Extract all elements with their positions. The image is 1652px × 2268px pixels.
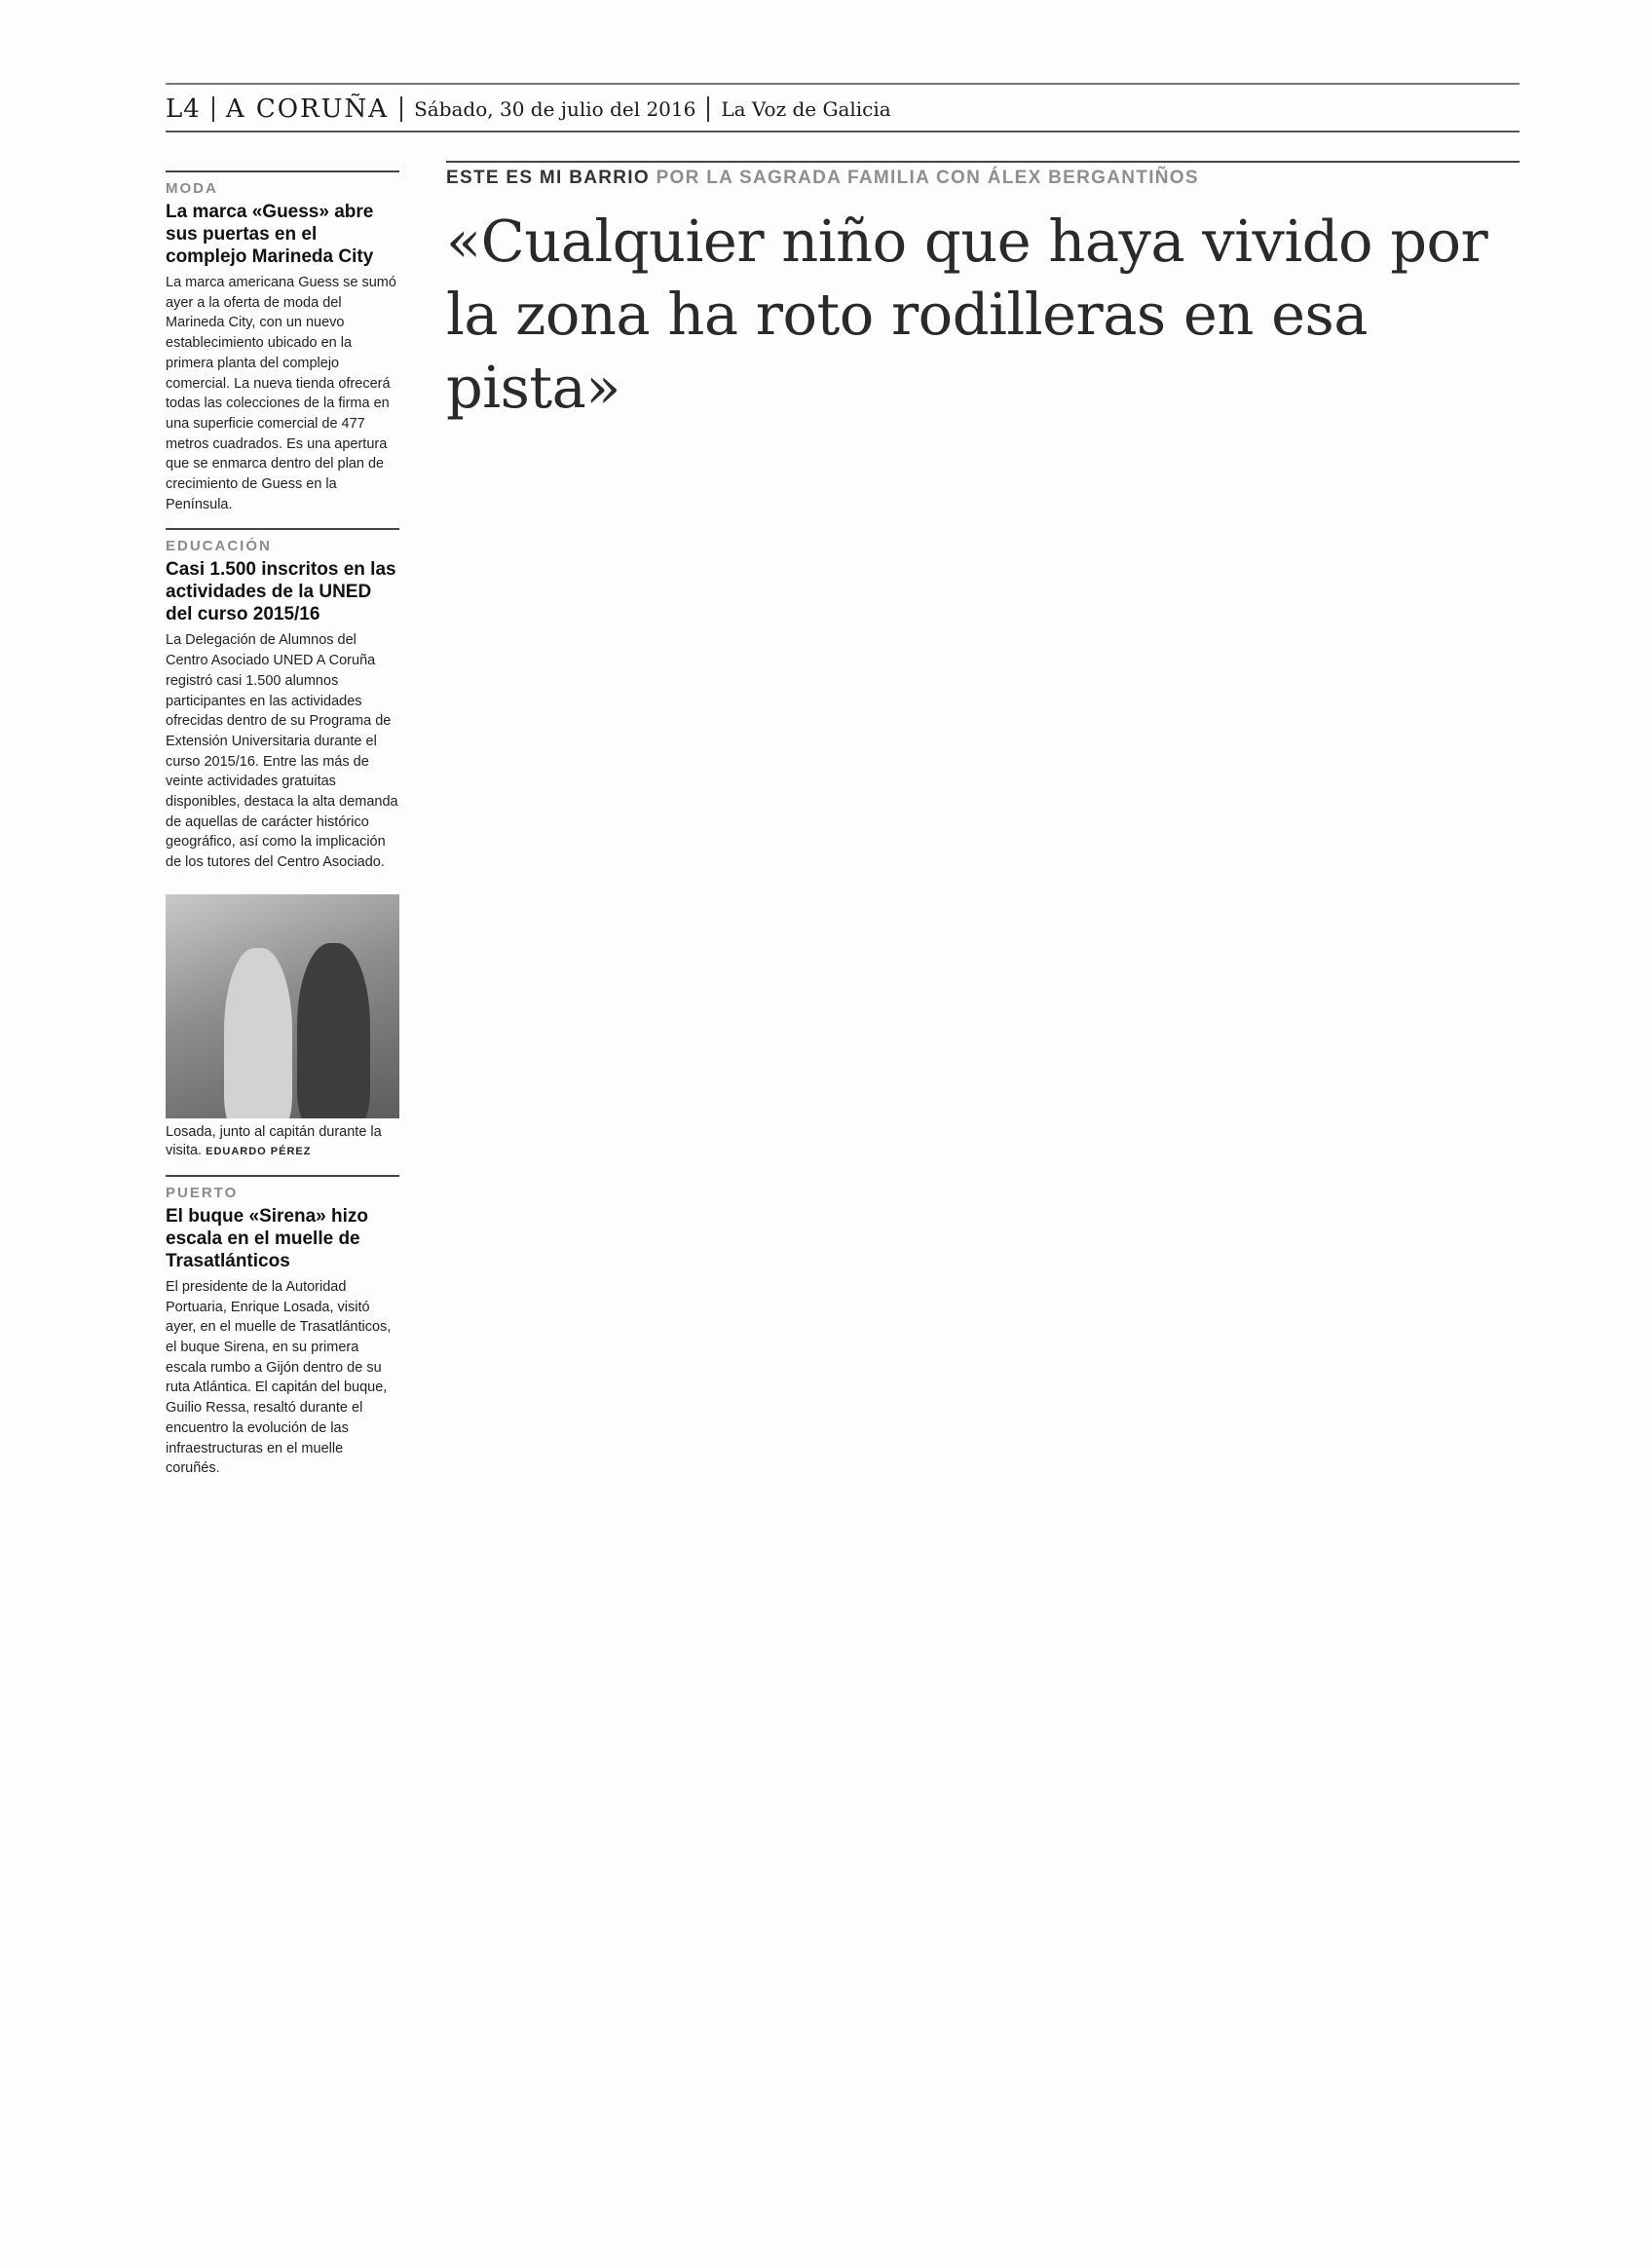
header-separator xyxy=(212,96,214,122)
header-rule xyxy=(166,131,1520,132)
sidebar-photo xyxy=(166,894,399,1161)
brief-kicker: EDUCACIÓN xyxy=(166,538,272,555)
brief-title: El buque «Sirena» hizo escala en el muelle de Trasatlánticos xyxy=(166,1205,368,1271)
section-name: A CORUÑA xyxy=(225,94,390,124)
caption-text: Losada, junto al capitán durante la visita. xyxy=(166,1123,382,1158)
brief-kicker: PUERTO xyxy=(166,1184,239,1201)
brief-title: Casi 1.500 inscritos en las actividades de la UNED del curso 2015/16 xyxy=(166,559,396,625)
issue-date: Sábado, 30 de julio del 2016 xyxy=(414,97,696,121)
newspaper-name: La Voz de Galicia xyxy=(721,97,891,121)
person-figure xyxy=(297,943,370,1118)
person-figure xyxy=(224,948,292,1118)
brief-puerto xyxy=(166,1175,399,1479)
brief-body: La marca americana Guess se sumó ayer a la oferta de moda del Marineda City, con un nuevo establecimiento ubicado en la primera planta del complejo comercial. La nueva tienda ofrecerá todas las colecciones de la firma en una superficie comercial de 477 metros cuadrados. Es una apertura que se enmarca dentro del plan de crecimiento de Guess en la Península. xyxy=(166,275,396,512)
photo-credit: EDUARDO PÉREZ xyxy=(206,1145,312,1157)
page-header xyxy=(166,93,891,126)
photo-caption xyxy=(166,1123,399,1161)
page-number: L4 xyxy=(166,94,201,124)
header-separator xyxy=(400,96,402,122)
header-separator xyxy=(707,96,709,122)
brief-body: El presidente de la Autoridad Portuaria, Enrique Losada, visitó ayer, en el muelle de Trasatlánticos, el buque Sirena, en su primera escala rumbo a Gijón dentro de su ruta Atlántica. El capitán del buque, Guilio Ressa, resaltó durante el encuentro la evolución de las infraestructuras en el muelle coruñés. xyxy=(166,1278,392,1477)
series-subtitle: POR LA SAGRADA FAMILIA CON ÁLEX BERGANTIÑOS xyxy=(656,168,1199,188)
brief-kicker: MODA xyxy=(166,180,218,197)
brief-body: La Delegación de Alumnos del Centro Asociado UNED A Coruña registró casi 1.500 alumnos participantes en las actividades ofrecidas dentro de su Programa de Extensión Universitaria durante el curso 2015/16. Entre las más de veinte actividades gratuitas disponibles, destaca la alta demanda de aquellas de carácter histórico geográfico, así como la implicación de los tutores del Centro Asociado. xyxy=(166,632,398,871)
photo-losada-captain xyxy=(166,894,399,1118)
main-headline: «Cualquier niño que haya vivido por la zona ha roto rodilleras en esa pista» xyxy=(446,208,1488,421)
main-story-rule xyxy=(446,161,1520,163)
main-kicker xyxy=(446,168,1199,189)
series-title: ESTE ES MI BARRIO xyxy=(446,168,650,188)
brief-moda xyxy=(166,170,399,514)
news-briefs-column xyxy=(166,170,399,1479)
brief-title: La marca «Guess» abre sus puertas en el complejo Marineda City xyxy=(166,202,374,267)
top-border xyxy=(166,83,1520,85)
brief-educacion xyxy=(166,528,399,872)
